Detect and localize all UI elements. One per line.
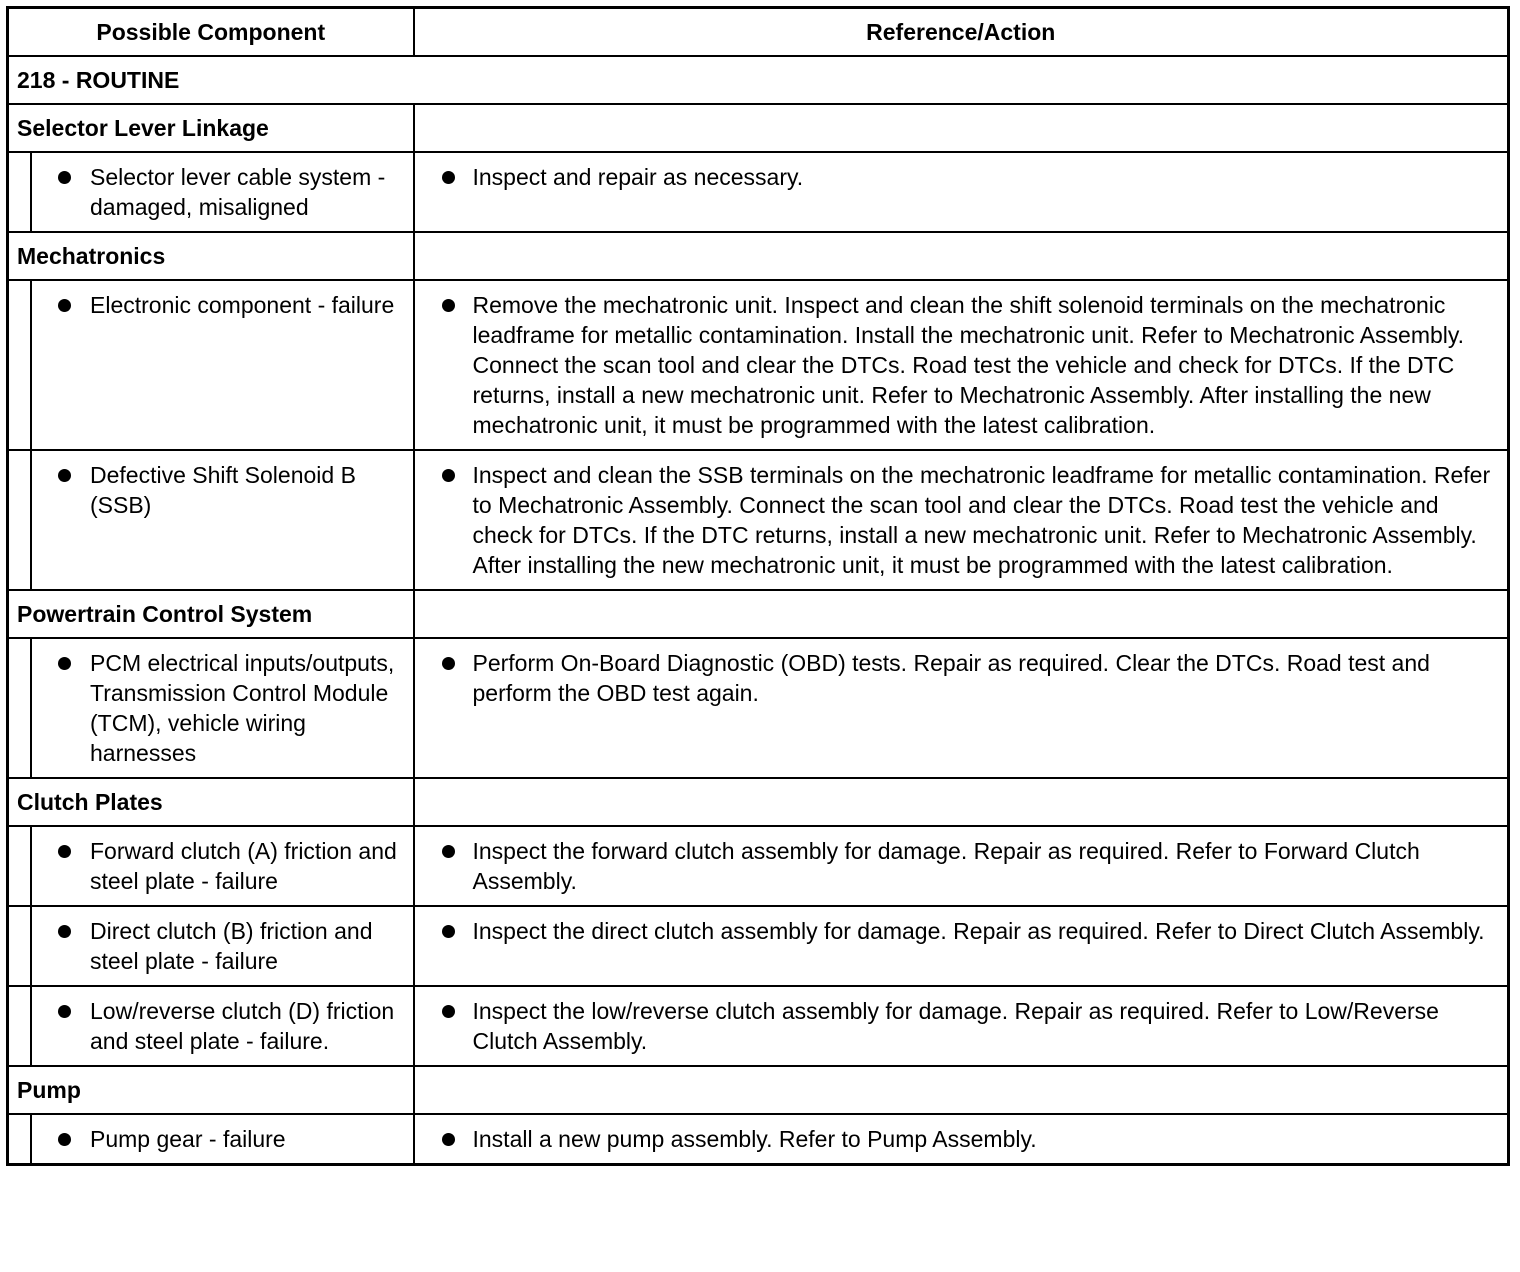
component-text: Low/reverse clutch (D) friction and steel plate - failure. bbox=[90, 998, 395, 1054]
table-row bbox=[8, 152, 1509, 232]
component-text: Defective Shift Solenoid B (SSB) bbox=[90, 462, 356, 518]
bullet-icon bbox=[442, 657, 455, 670]
component-text: Selector lever cable system - damaged, misaligned bbox=[90, 164, 386, 220]
routine-title-row bbox=[8, 56, 1509, 104]
component-cell bbox=[8, 1114, 414, 1165]
bullet-icon bbox=[442, 171, 455, 184]
header-action: Reference/Action bbox=[414, 8, 1509, 57]
table-row bbox=[8, 826, 1509, 906]
component-cell bbox=[8, 450, 414, 590]
bullet-icon bbox=[58, 171, 71, 184]
action-text: Inspect the low/reverse clutch assembly for damage. Repair as required. Refer to Low/Reverse Clutch Assembly. bbox=[472, 998, 1439, 1054]
section-row bbox=[8, 104, 1509, 152]
action-cell bbox=[414, 638, 1509, 778]
action-text: Inspect the forward clutch assembly for damage. Repair as required. Refer to Forward Clutch Assembly. bbox=[472, 838, 1420, 894]
component-text: PCM electrical inputs/outputs, Transmission Control Module (TCM), vehicle wiring harnesses bbox=[90, 650, 395, 766]
action-cell bbox=[414, 152, 1509, 232]
section-name: Pump bbox=[8, 1066, 414, 1114]
component-cell bbox=[8, 826, 414, 906]
bullet-icon bbox=[442, 845, 455, 858]
action-text: Remove the mechatronic unit. Inspect and clean the shift solenoid terminals on the mechatronic leadframe for metallic contamination. Install the mechatronic unit. Refer to Mechatronic Assembly. Connect the scan tool and clear the DTCs. Road test the vehicle and check for DTCs. If the DTC returns, install a new mechatronic unit. Refer to Mechatronic Assembly. After installing the new mechatronic unit, it must be programmed with the latest calibration. bbox=[472, 292, 1465, 438]
bullet-icon bbox=[442, 299, 455, 312]
component-text: Electronic component - failure bbox=[90, 292, 395, 318]
diagnostic-table bbox=[6, 6, 1510, 1166]
action-text: Inspect and repair as necessary. bbox=[472, 164, 804, 190]
bullet-icon bbox=[58, 1005, 71, 1018]
section-name: Clutch Plates bbox=[8, 778, 414, 826]
bullet-icon bbox=[58, 845, 71, 858]
action-text: Inspect and clean the SSB terminals on the mechatronic leadframe for metallic contamination. Refer to Mechatronic Assembly. Connect the scan tool and clear the DTCs. Road test the vehicle and check for DTCs. If the DTC returns, install a new mechatronic unit. Refer to Mechatronic Assembly. After installing the new mechatronic unit, it must be programmed with the latest calibration. bbox=[472, 462, 1491, 578]
table-row bbox=[8, 1114, 1509, 1165]
component-cell bbox=[8, 280, 414, 450]
bullet-icon bbox=[58, 657, 71, 670]
bullet-icon bbox=[58, 925, 71, 938]
bullet-icon bbox=[58, 299, 71, 312]
table-row bbox=[8, 986, 1509, 1066]
section-row bbox=[8, 232, 1509, 280]
table-row bbox=[8, 280, 1509, 450]
action-cell bbox=[414, 986, 1509, 1066]
component-text: Direct clutch (B) friction and steel plate - failure bbox=[90, 918, 373, 974]
section-row bbox=[8, 590, 1509, 638]
header-row bbox=[8, 8, 1509, 57]
component-text: Pump gear - failure bbox=[90, 1126, 286, 1152]
bullet-icon bbox=[58, 1133, 71, 1146]
bullet-icon bbox=[442, 925, 455, 938]
header-component: Possible Component bbox=[8, 8, 414, 57]
action-cell bbox=[414, 1114, 1509, 1165]
bullet-icon bbox=[442, 1005, 455, 1018]
component-cell bbox=[8, 152, 414, 232]
action-cell bbox=[414, 280, 1509, 450]
table-row bbox=[8, 638, 1509, 778]
action-cell bbox=[414, 906, 1509, 986]
bullet-icon bbox=[58, 469, 71, 482]
section-row bbox=[8, 1066, 1509, 1114]
action-text: Inspect the direct clutch assembly for damage. Repair as required. Refer to Direct Clutch Assembly. bbox=[472, 918, 1485, 944]
component-cell bbox=[8, 986, 414, 1066]
component-cell bbox=[8, 638, 414, 778]
table-row bbox=[8, 906, 1509, 986]
table-row bbox=[8, 450, 1509, 590]
action-text: Perform On-Board Diagnostic (OBD) tests. Repair as required. Clear the DTCs. Road test and perform the OBD test again. bbox=[472, 650, 1430, 706]
bullet-icon bbox=[442, 1133, 455, 1146]
bullet-icon bbox=[442, 469, 455, 482]
action-text: Install a new pump assembly. Refer to Pump Assembly. bbox=[472, 1126, 1037, 1152]
component-cell bbox=[8, 906, 414, 986]
routine-title: 218 - ROUTINE bbox=[8, 56, 1509, 104]
action-cell bbox=[414, 826, 1509, 906]
section-name: Selector Lever Linkage bbox=[8, 104, 414, 152]
section-name: Mechatronics bbox=[8, 232, 414, 280]
section-name: Powertrain Control System bbox=[8, 590, 414, 638]
component-text: Forward clutch (A) friction and steel plate - failure bbox=[90, 838, 397, 894]
section-row bbox=[8, 778, 1509, 826]
action-cell bbox=[414, 450, 1509, 590]
